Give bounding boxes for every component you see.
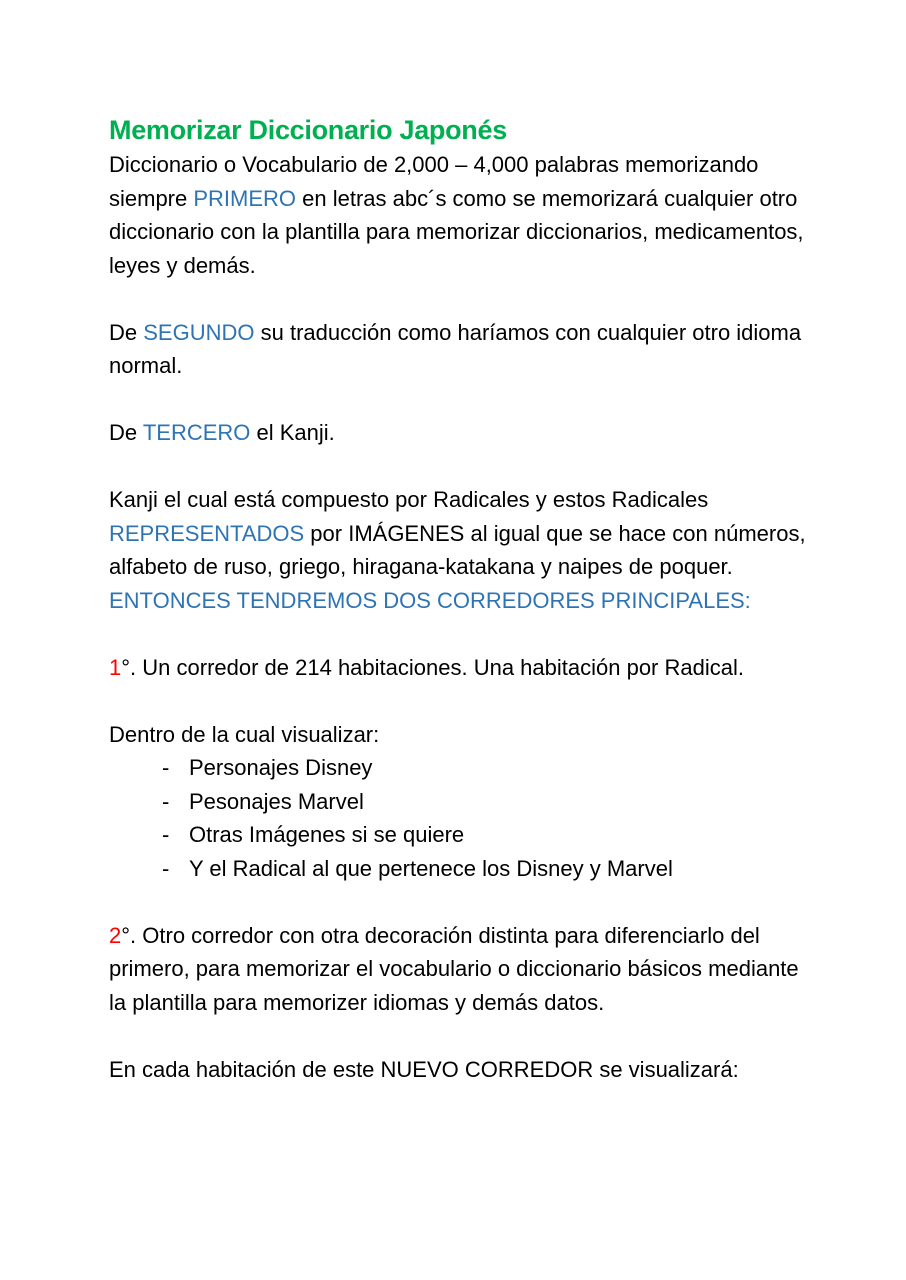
- blank-line: [109, 684, 809, 718]
- number-2: 2: [109, 922, 122, 948]
- text-segment: en letras abc´s como se memorizará cualquier otro diccionario con la plantilla para memorizar diccionarios, medicamentos, leyes y demás.: [109, 185, 804, 278]
- document-title: Memorizar Diccionario Japonés: [109, 115, 507, 145]
- highlight-primero: PRIMERO: [193, 185, 297, 211]
- paragraph-tercero: [109, 416, 809, 450]
- text-segment: el Kanji.: [250, 420, 335, 445]
- paragraph-primero: [109, 148, 809, 282]
- paragraph-corredor-1: [109, 651, 809, 685]
- highlight-tercero: TERCERO: [142, 420, 251, 445]
- paragraph-dentro: Dentro de la cual visualizar:: [109, 721, 380, 747]
- blank-line: [109, 1019, 809, 1053]
- highlight-segundo: SEGUNDO: [143, 319, 255, 345]
- blank-line: [109, 885, 809, 919]
- number-1: 1: [109, 654, 122, 680]
- paragraph-corredores-heading: ENTONCES TENDREMOS DOS CORREDORES PRINCIPALES:: [109, 587, 751, 613]
- highlight-representados: REPRESENTADOS: [109, 520, 305, 546]
- text-segment: De: [109, 420, 143, 445]
- text-segment: por IMÁGENES al igual que se hace con números, alfabeto de ruso, griego, hiragana-katakana y naipes de poquer.: [109, 520, 806, 579]
- text-segment: Diccionario o Vocabulario de 2,000 – 4,000 palabras memorizando siempre: [109, 152, 759, 211]
- list-item: - Y el Radical al que pertenece los Disney y Marvel: [162, 852, 809, 886]
- blank-line: [109, 450, 809, 484]
- document-page: [109, 112, 809, 1086]
- blank-line: [109, 383, 809, 417]
- text-segment: °. Otro corredor con otra decoración distinta para diferenciarlo del primero, para memorizar el vocabulario o diccionario básicos mediante la plantilla para memorizer idiomas y demás datos.: [109, 922, 799, 1015]
- paragraph-segundo: [109, 316, 809, 383]
- text-segment: °. Un corredor de 214 habitaciones. Una habitación por Radical.: [121, 654, 744, 680]
- visualization-list: [109, 751, 809, 885]
- text-segment: Kanji el cual está compuesto por Radicales y estos Radicales: [109, 487, 709, 512]
- text-segment: De: [109, 319, 144, 345]
- text-segment: su traducción como haríamos con cualquier otro idioma normal.: [109, 319, 802, 378]
- blank-line: [109, 282, 809, 316]
- paragraph-corredor-2: [109, 919, 809, 1020]
- list-item: - Personajes Disney: [162, 751, 809, 785]
- paragraph-nuevo-corredor: En cada habitación de este NUEVO CORREDOR se visualizará:: [109, 1056, 739, 1082]
- list-item: - Otras Imágenes si se quiere: [162, 818, 809, 852]
- list-item: - Pesonajes Marvel: [162, 785, 809, 819]
- blank-line: [109, 617, 809, 651]
- paragraph-kanji: [109, 483, 809, 584]
